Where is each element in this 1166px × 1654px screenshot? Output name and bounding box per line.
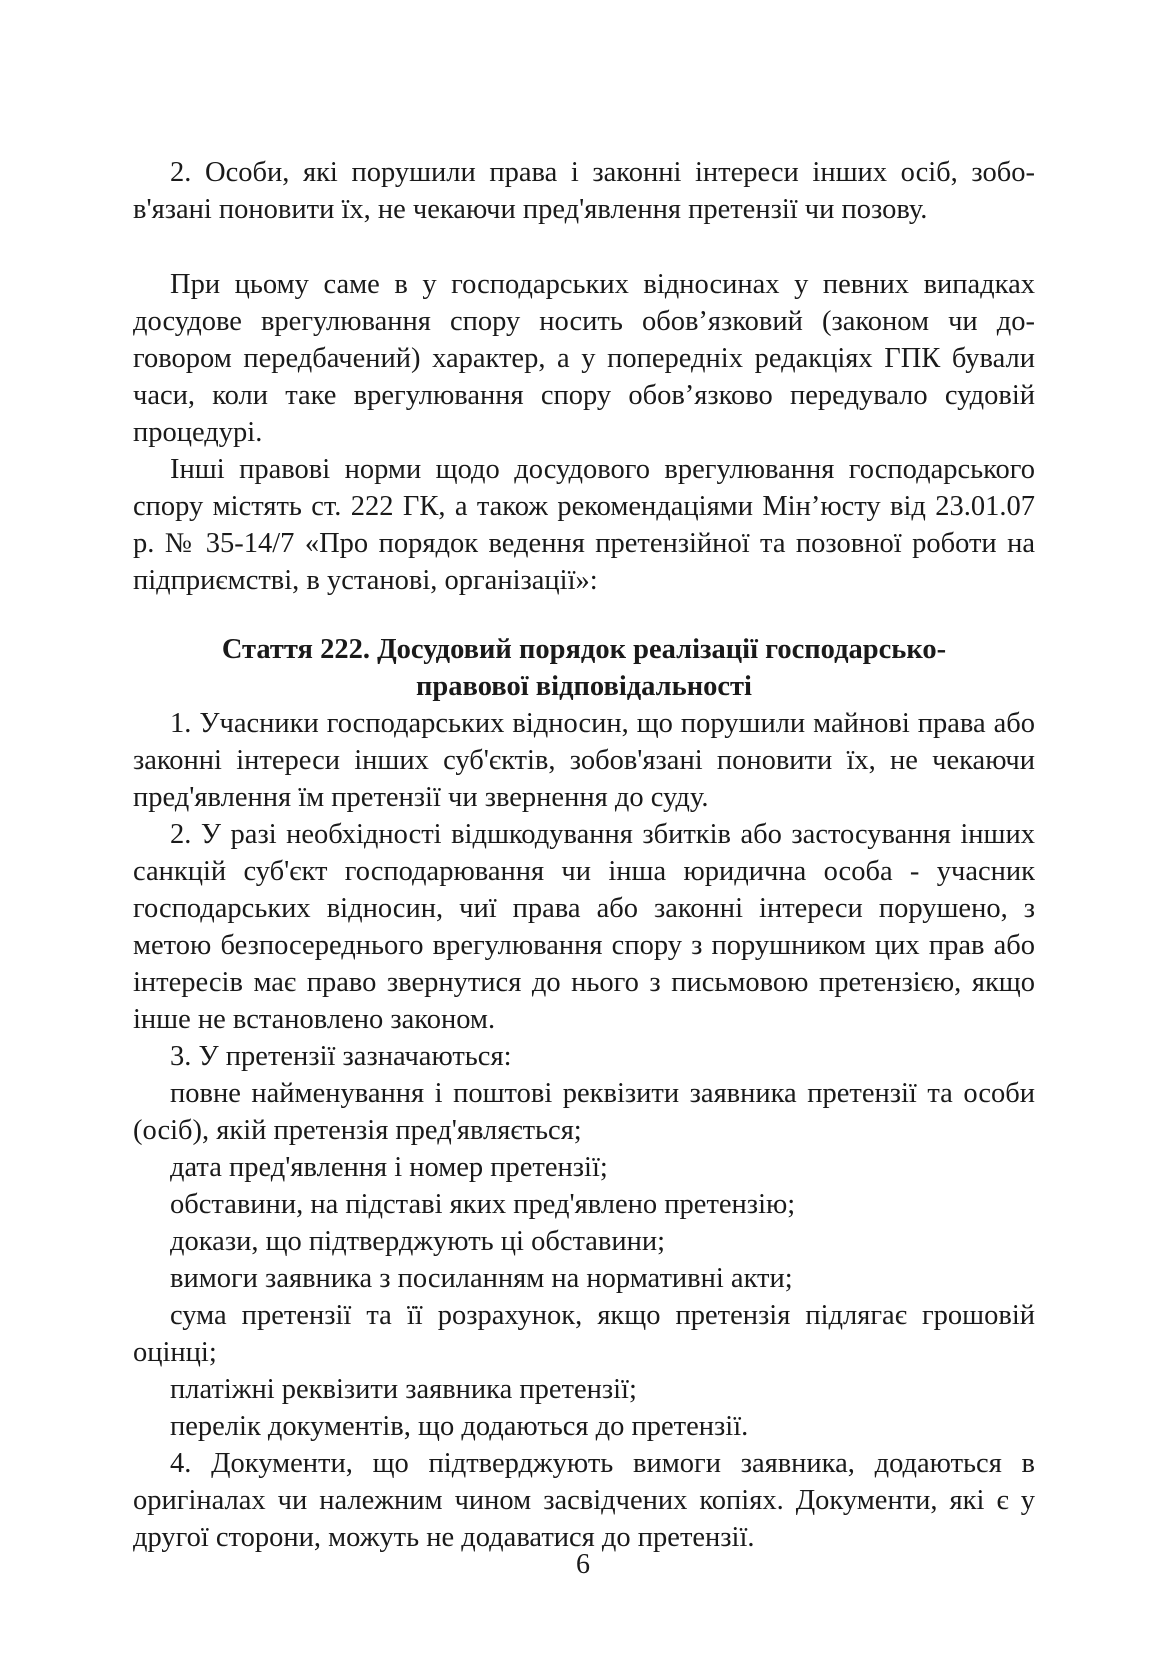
paragraph: сума претензії та її розрахунок, якщо претензія підлягає грошовій оцінці; xyxy=(133,1300,1035,1368)
page-number: 6 xyxy=(576,1549,590,1580)
document-body xyxy=(133,154,1035,1556)
list-item: вимоги заявника з посиланням на нормативні акти; xyxy=(170,1263,793,1294)
article-heading-line: правової відповідальності xyxy=(416,671,752,702)
paragraph: 1. Учасники господарських відносин, що порушили майнові права або законні інтереси інших суб'єктів, зобов'язані поновити їх, не чекаючи пред'явлення їм претензії чи звернення до суду. xyxy=(133,708,1035,813)
paragraph: При цьому саме в у господарських відносинах у певних випадках досудове врегулювання спору носить обов’язковий (законом чи договором передбачений) характер, а у попередніх редакціях ГПК бували часи, коли таке врегулювання спору обов’язково передувало судовій процедурі. xyxy=(133,269,1035,448)
paragraph: 4. Документи, що підтверджують вимоги заявника, додаються в оригіналах чи належним чином засвідчених копіях. Документи, які є у другої сторони, можуть не додаватися до претензії. xyxy=(133,1448,1035,1553)
paragraph: 3. У претензії зазначаються: xyxy=(170,1041,512,1072)
list-item: докази, що підтверджують ці обставини; xyxy=(170,1226,666,1257)
list-item: платіжні реквізити заявника претензії; xyxy=(170,1374,637,1405)
paragraph: 2. Особи, які порушили права і законні інтереси інших осіб, зобов'язані поновити їх, не чекаючи пред'явлення претензії чи позову. xyxy=(133,157,1035,225)
list-item: обставини, на підставі яких пред'явлено претензію; xyxy=(170,1189,796,1220)
paragraph: 2. У разі необхідності відшкодування збитків або застосування інших санкцій суб'єкт господарювання чи інша юридична особа - учасник господарських відносин, чиї права або законні інтереси порушено, з метою безпосереднього врегулювання спору з порушником цих прав або інтересів має право звернутися до нього з письмовою претензією, якщо інше не встановлено законом. xyxy=(133,819,1035,1035)
paragraph-gap xyxy=(133,599,1035,631)
list-item: дата пред'явлення і номер претензії; xyxy=(170,1152,608,1183)
paragraph: Інші правові норми щодо досудового врегулювання господарського спору містять ст. 222 ГК, а також рекомендаціями Мін’юсту від 23.01.07 р. № 35-14/7 «Про порядок ведення претензійної та позовної роботи на підприємстві, в установі, організації»: xyxy=(133,454,1035,596)
article-heading-line: Стаття 222. Досудовий порядок реалізації господарсько- xyxy=(221,634,947,665)
article-heading xyxy=(133,631,1035,705)
paragraph: повне найменування і поштові реквізити заявника претензії та особи (осіб), якій претензія пред'являється; xyxy=(133,1078,1035,1146)
list-item: перелік документів, що додаються до претензії. xyxy=(170,1411,749,1442)
paragraph-gap xyxy=(133,228,1035,266)
